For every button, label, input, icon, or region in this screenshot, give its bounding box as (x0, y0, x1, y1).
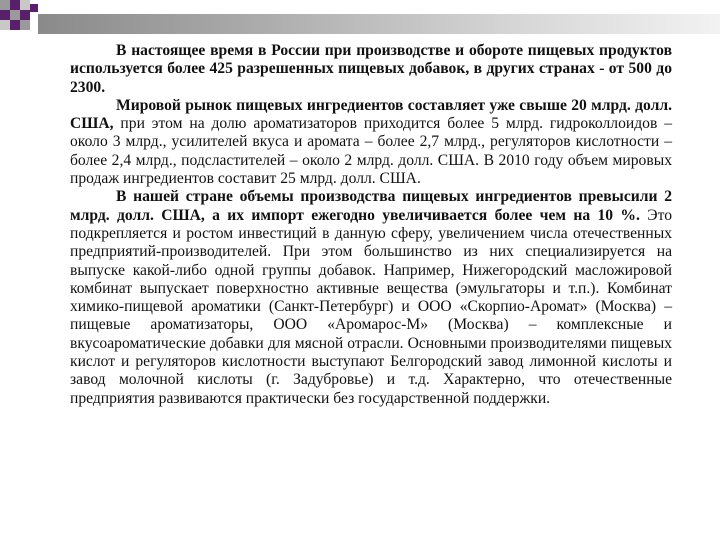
decorative-square (20, 0, 30, 10)
decorative-gradient-bar (38, 14, 720, 34)
decorative-square (10, 0, 20, 10)
decorative-square (10, 20, 20, 30)
decorative-square (0, 10, 10, 20)
paragraph-world-market (70, 97, 672, 188)
paragraph-world-market-lead: Мировой рынок пищевых ингредиентов составляет уже свыше 20 млрд. долл. США, (70, 96, 672, 133)
slide-body (70, 42, 672, 408)
slide-decoration (0, 0, 720, 40)
decorative-square (0, 0, 10, 10)
paragraph-domestic-market-text: Это подкрепляется и ростом инвестиций в данную сферу, увеличением числа отечественных предприятий-производителей. При этом большинство из них специализируется на выпуске какой-либо одной группы добавок. Например, Нижегородский масложировой комбинат выпускает поверхностно активные вещества (эмульгаторы и т.п.). Комбинат химико-пищевой ароматики (Санкт-Петербург) и ООО «Скорпио-Аромат» (Москва) – пищевые ароматизаторы, ООО «Аромарос-М» (Москва) – комплексные и вкусоароматические добавки для мясной отрасли. Основными производителями пищевых кислот и регуляторов кислотности выступают Белгородский завод лимонной кислоты и завод молочной кислоты (г. Задубровье) и т.д. Характерно, что отечественные предприятия развиваются практически без государственной поддержки. (70, 206, 672, 407)
paragraph-additives-text: В настоящее время в России при производстве и обороте пищевых продуктов используется более 425 разрешенных пищевых добавок, в других странах - от 500 до 2300. (70, 42, 672, 96)
paragraph-additives (70, 42, 672, 97)
decorative-square (0, 20, 10, 30)
decorative-square (10, 10, 20, 20)
decorative-square (20, 20, 30, 30)
paragraph-world-market-text: при этом на долю ароматизаторов приходится более 5 млрд. гидроколлоидов – около 3 млрд., усилителей вкуса и аромата – более 2,7 млрд., регуляторов кислотности – более 2,4 млрд., подсластителей – около 2 млрд. долл. США. В 2010 году объем мировых продаж ингредиентов составит 25 млрд. долл. США. (70, 115, 672, 188)
decorative-square (20, 10, 30, 20)
decorative-square (30, 4, 38, 12)
paragraph-domestic-market (70, 188, 672, 408)
paragraph-domestic-market-lead: В нашей стране объемы производства пищевых ингредиентов превысили 2 млрд. долл. США, а их импорт ежегодно увеличивается более чем на 10 %. (70, 188, 672, 224)
